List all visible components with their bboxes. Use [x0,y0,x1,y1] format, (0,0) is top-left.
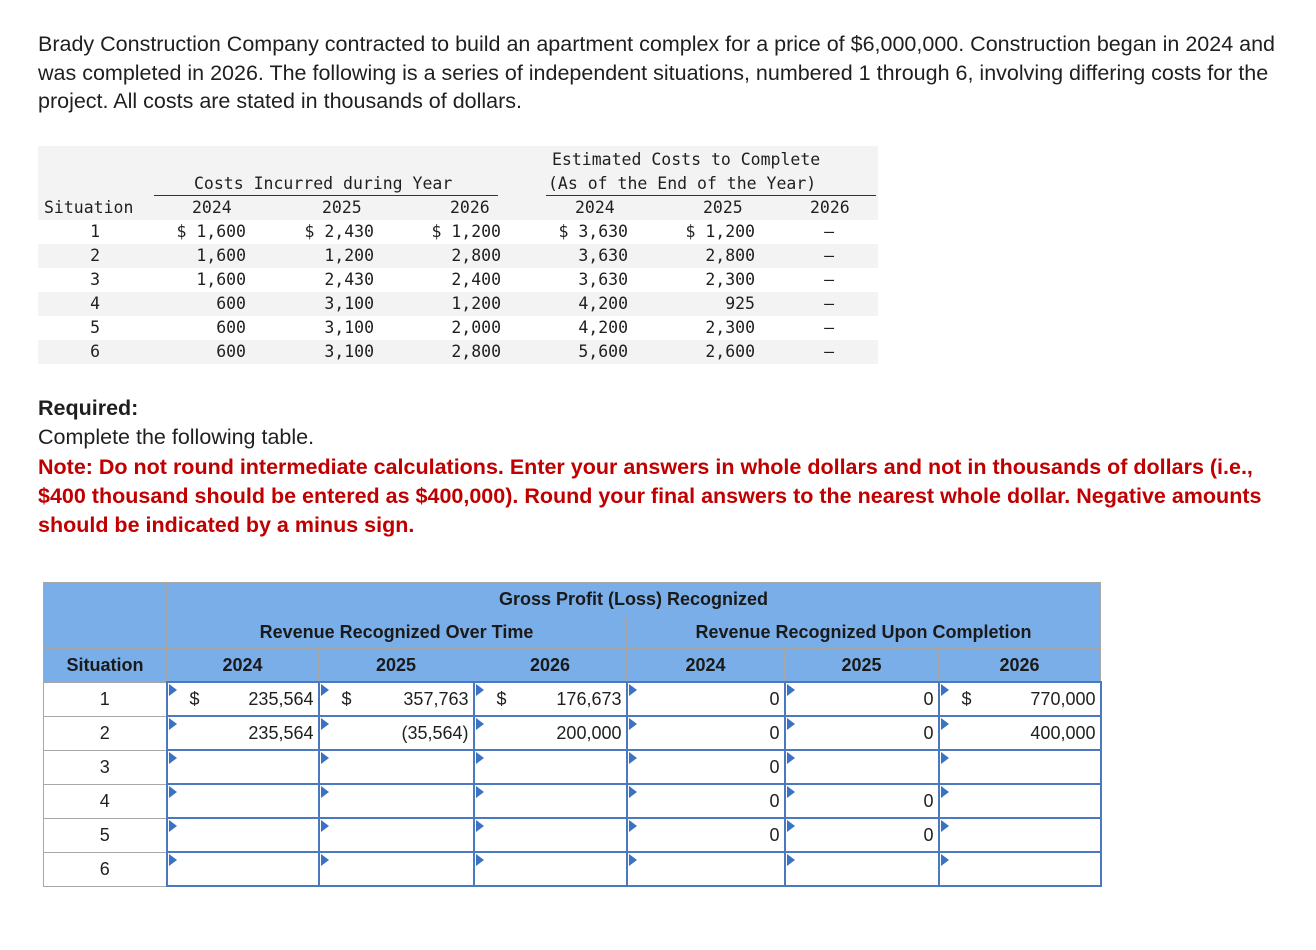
cell-marker-icon [941,854,949,866]
cell-marker-icon [941,786,949,798]
cell-marker-icon [629,718,637,730]
answer-input-over-time-2026[interactable] [474,682,627,716]
answer-input-over-time-2025[interactable] [319,750,474,784]
answer-value: 0 [769,757,780,777]
answer-input-over-time-2025[interactable] [319,716,474,750]
given-cost-value: 1,600 [196,246,246,265]
answer-value: 0 [769,791,780,811]
estimated-costs-heading: Estimated Costs to Complete [552,150,821,169]
answer-input-completion-2025[interactable] [785,716,939,750]
given-cost-value: 3,100 [324,294,374,313]
cell-marker-icon [941,752,949,764]
given-cost-value: 1,200 [324,246,374,265]
answer-input-completion-2024[interactable] [627,784,785,818]
instruction-note: Note: Do not round intermediate calculations. Enter your answers in whole dollars and not in thousands of dollars (i.e., $400 thousand should be entered as $400,000). Round your final answers to the nearest whole dollar. Negative amounts should be indicated by a minus sign. [38,455,1262,537]
answer-value: 0 [769,689,780,709]
given-cost-value: 600 [216,318,246,337]
situation-number: 5 [44,818,167,852]
answer-input-completion-2026[interactable] [939,682,1101,716]
cell-marker-icon [629,820,637,832]
given-costs-table [38,146,878,366]
cell-marker-icon [476,786,484,798]
answer-value: 0 [923,825,934,845]
cell-marker-icon [629,854,637,866]
over-time-heading: Revenue Recognized Over Time [167,616,627,649]
dollar-sign: $ [341,689,352,709]
answer-input-over-time-2025[interactable] [319,784,474,818]
situation-number: 3 [44,750,167,784]
cell-marker-icon [476,684,484,696]
given-cost-value: – [824,222,834,241]
given-situation-number: 4 [90,294,100,313]
year-2025-estimate: 2025 [703,198,743,217]
given-cost-value: 2,600 [705,342,755,361]
answer-row [44,682,1101,716]
year-2025-costs: 2025 [322,198,362,217]
given-cost-value: $ 1,200 [685,222,755,241]
answer-input-over-time-2024[interactable] [167,682,319,716]
cell-marker-icon [787,684,795,696]
answer-input-over-time-2025[interactable] [319,818,474,852]
year-header: 2024 [627,649,785,683]
given-cost-value: – [824,294,834,313]
answer-input-over-time-2024[interactable] [167,750,319,784]
header-blank [44,616,167,649]
answer-value: 770,000 [1030,689,1096,709]
given-cost-value: 1,200 [451,294,501,313]
cell-marker-icon [321,684,329,696]
cell-marker-icon [476,752,484,764]
answer-row [44,750,1101,784]
answer-input-completion-2024[interactable] [627,750,785,784]
cell-marker-icon [787,752,795,764]
given-cost-value: 4,200 [578,294,628,313]
answer-value: 200,000 [556,723,622,743]
given-situation-number: 3 [90,270,100,289]
answer-value: 0 [769,723,780,743]
situation-number: 6 [44,852,167,886]
answer-input-over-time-2025[interactable] [319,682,474,716]
given-cost-value: 2,800 [705,246,755,265]
cell-marker-icon [169,820,177,832]
situation-heading: Situation [44,198,134,217]
cell-marker-icon [321,820,329,832]
answer-row [44,818,1101,852]
cell-marker-icon [941,820,949,832]
cell-marker-icon [169,854,177,866]
situation-number: 1 [44,682,167,716]
problem-intro: Brady Construction Company contracted to build an apartment complex for a price of $6,000,000. Construction began in 2024 and was completed in 2026. The following is a series of independent situations, numbered 1 through 6, involving differing costs for the project. All costs are stated in thousands of dollars. [38,32,1275,113]
cell-marker-icon [629,684,637,696]
given-situation-number: 2 [90,246,100,265]
answer-input-completion-2025[interactable] [785,784,939,818]
answer-input-over-time-2026[interactable] [474,784,627,818]
given-cost-value: – [824,246,834,265]
given-cost-value: – [824,270,834,289]
cell-marker-icon [476,854,484,866]
year-2024-estimate: 2024 [575,198,615,217]
answer-table [43,582,1102,887]
year-header: 2025 [319,649,474,683]
given-situation-number: 6 [90,342,100,361]
answer-input-over-time-2026[interactable] [474,750,627,784]
given-cost-value: 2,800 [451,342,501,361]
answer-input-over-time-2024[interactable] [167,716,319,750]
cell-marker-icon [787,786,795,798]
year-2026-estimate: 2026 [810,198,850,217]
cell-marker-icon [321,718,329,730]
cell-marker-icon [941,718,949,730]
cell-marker-icon [476,718,484,730]
gross-profit-heading: Gross Profit (Loss) Recognized [167,583,1101,616]
answer-input-completion-2025[interactable] [785,818,939,852]
answer-input-over-time-2024[interactable] [167,852,319,886]
answer-value: 0 [923,689,934,709]
answer-input-completion-2024[interactable] [627,716,785,750]
situation-column-heading: Situation [44,649,167,683]
answer-input-completion-2024[interactable] [627,682,785,716]
cell-marker-icon [476,820,484,832]
year-header: 2026 [474,649,627,683]
answer-input-completion-2026[interactable] [939,784,1101,818]
answer-value: 400,000 [1030,723,1096,743]
dollar-sign: $ [496,689,507,709]
dollar-sign: $ [961,689,972,709]
given-situation-number: 5 [90,318,100,337]
given-cost-value: 2,800 [451,246,501,265]
answer-input-completion-2024[interactable] [627,852,785,886]
cell-marker-icon [787,820,795,832]
given-cost-value: – [824,318,834,337]
given-cost-value: 3,100 [324,318,374,337]
cell-marker-icon [169,718,177,730]
answer-value: 0 [923,791,934,811]
cell-marker-icon [787,854,795,866]
situation-number: 2 [44,716,167,750]
cell-marker-icon [941,684,949,696]
answer-input-over-time-2024[interactable] [167,818,319,852]
header-blank [44,583,167,616]
year-header: 2024 [167,649,319,683]
cell-marker-icon [321,752,329,764]
answer-value: (35,564) [401,723,469,743]
given-cost-value: $ 1,200 [431,222,501,241]
given-cost-value: $ 3,630 [558,222,628,241]
upon-completion-heading: Revenue Recognized Upon Completion [627,616,1101,649]
answer-input-over-time-2026[interactable] [474,818,627,852]
given-cost-value: 3,100 [324,342,374,361]
given-cost-value: 1,600 [196,270,246,289]
given-cost-value: 2,300 [705,318,755,337]
answer-input-completion-2026[interactable] [939,852,1101,886]
answer-value: 0 [923,723,934,743]
given-cost-value: 3,630 [578,270,628,289]
year-header: 2025 [785,649,939,683]
cell-marker-icon [169,684,177,696]
answer-input-completion-2026[interactable] [939,818,1101,852]
answer-input-completion-2025[interactable] [785,750,939,784]
required-text: Complete the following table. [38,425,315,449]
given-cost-value: 2,400 [451,270,501,289]
answer-row [44,716,1101,750]
given-cost-value: 4,200 [578,318,628,337]
dollar-sign: $ [189,689,200,709]
given-cost-value: 3,630 [578,246,628,265]
given-cost-value: 2,000 [451,318,501,337]
answer-input-over-time-2024[interactable] [167,784,319,818]
answer-input-over-time-2026[interactable] [474,852,627,886]
given-cost-value: – [824,342,834,361]
answer-input-completion-2026[interactable] [939,716,1101,750]
year-2024-costs: 2024 [192,198,232,217]
year-header: 2026 [939,649,1101,683]
answer-input-over-time-2025[interactable] [319,852,474,886]
answer-value: 357,763 [403,689,469,709]
answer-input-completion-2024[interactable] [627,818,785,852]
given-cost-value: 925 [725,294,755,313]
given-cost-value: $ 2,430 [304,222,374,241]
cell-marker-icon [787,718,795,730]
answer-value: 0 [769,825,780,845]
situation-number: 4 [44,784,167,818]
cell-marker-icon [169,786,177,798]
answer-value: 176,673 [556,689,622,709]
estimated-costs-subheading: (As of the End of the Year) [548,174,817,193]
costs-incurred-heading: Costs Incurred during Year [194,174,453,193]
answer-input-completion-2026[interactable] [939,750,1101,784]
given-cost-value: 5,600 [578,342,628,361]
year-2026-costs: 2026 [450,198,490,217]
given-cost-value: 600 [216,294,246,313]
given-situation-number: 1 [90,222,100,241]
cell-marker-icon [169,752,177,764]
answer-value: 235,564 [248,723,314,743]
cell-marker-icon [321,786,329,798]
answer-input-over-time-2026[interactable] [474,716,627,750]
cell-marker-icon [629,786,637,798]
given-cost-value: $ 1,600 [176,222,246,241]
answer-row [44,784,1101,818]
given-cost-value: 2,300 [705,270,755,289]
answer-input-completion-2025[interactable] [785,682,939,716]
given-cost-value: 600 [216,342,246,361]
answer-input-completion-2025[interactable] [785,852,939,886]
cell-marker-icon [321,854,329,866]
answer-value: 235,564 [248,689,314,709]
cell-marker-icon [629,752,637,764]
required-title: Required: [38,396,139,420]
given-cost-value: 2,430 [324,270,374,289]
answer-row [44,852,1101,886]
